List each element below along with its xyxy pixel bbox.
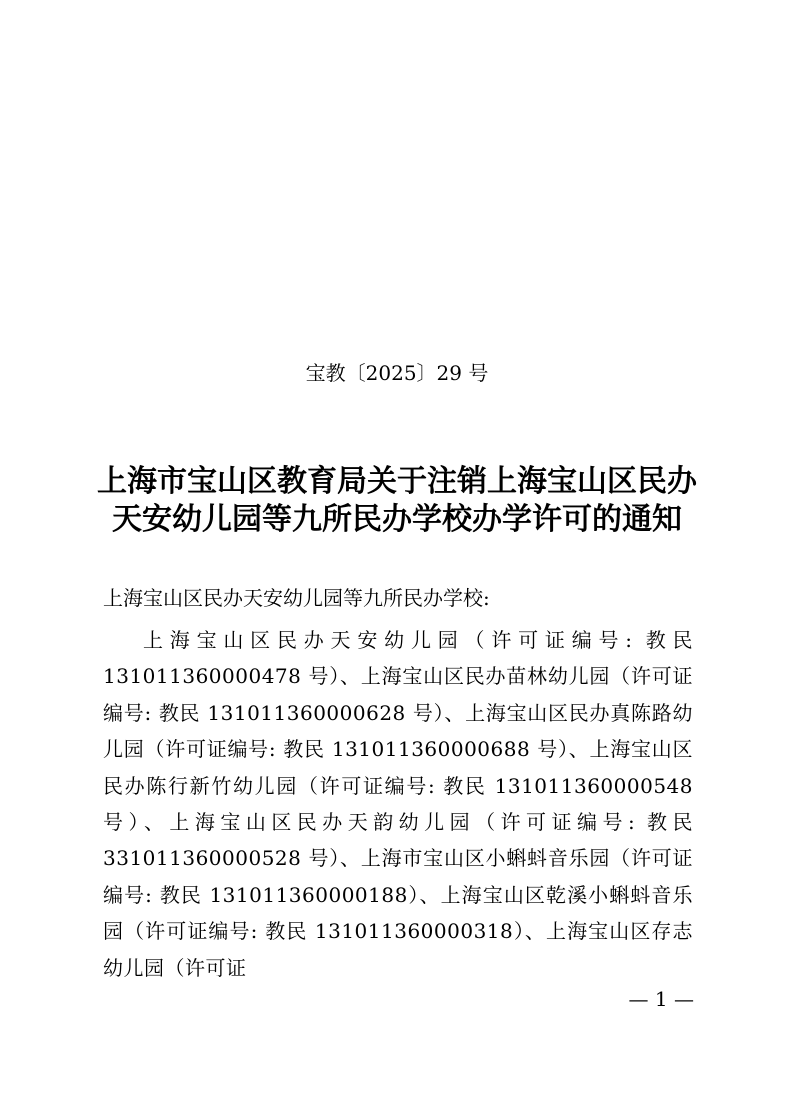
body-paragraph: 上海宝山区民办天安幼儿园（许可证编号: 教民 131011360000478 号）、上海宝山区民办苗林幼儿园（许可证编号: 教民 131011360000628 号）、上海宝山区民办真陈路幼儿园（许可证编号: 教民 131011360000688 号）、上海宝山区民办陈行新竹幼儿园（许可证编号: 教民 131011360000548 号）、上海宝山区民办天韵幼儿园（许可证编号: 教民 331011360000528 号）、上海市宝山区小蝌蚪音乐园（许可证编号: 教民 131011360000188）、上海宝山区乾溪小蝌蚪音乐园（许可证编号: 教民 131011360000318）、上海宝山区存志幼儿园（许可证 [103, 628, 693, 980]
document-title [96, 463, 698, 539]
title-line-2: 天安幼儿园等九所民办学校办学许可的通知 [112, 502, 682, 537]
salutation: 上海宝山区民办天安幼儿园等九所民办学校: [103, 586, 490, 610]
title-line-1: 上海市宝山区教育局关于注销上海宝山区民办 [97, 464, 697, 499]
page-number: — 1 — [628, 987, 694, 1011]
document-number: 宝教〔2025〕29 号 [305, 361, 489, 385]
